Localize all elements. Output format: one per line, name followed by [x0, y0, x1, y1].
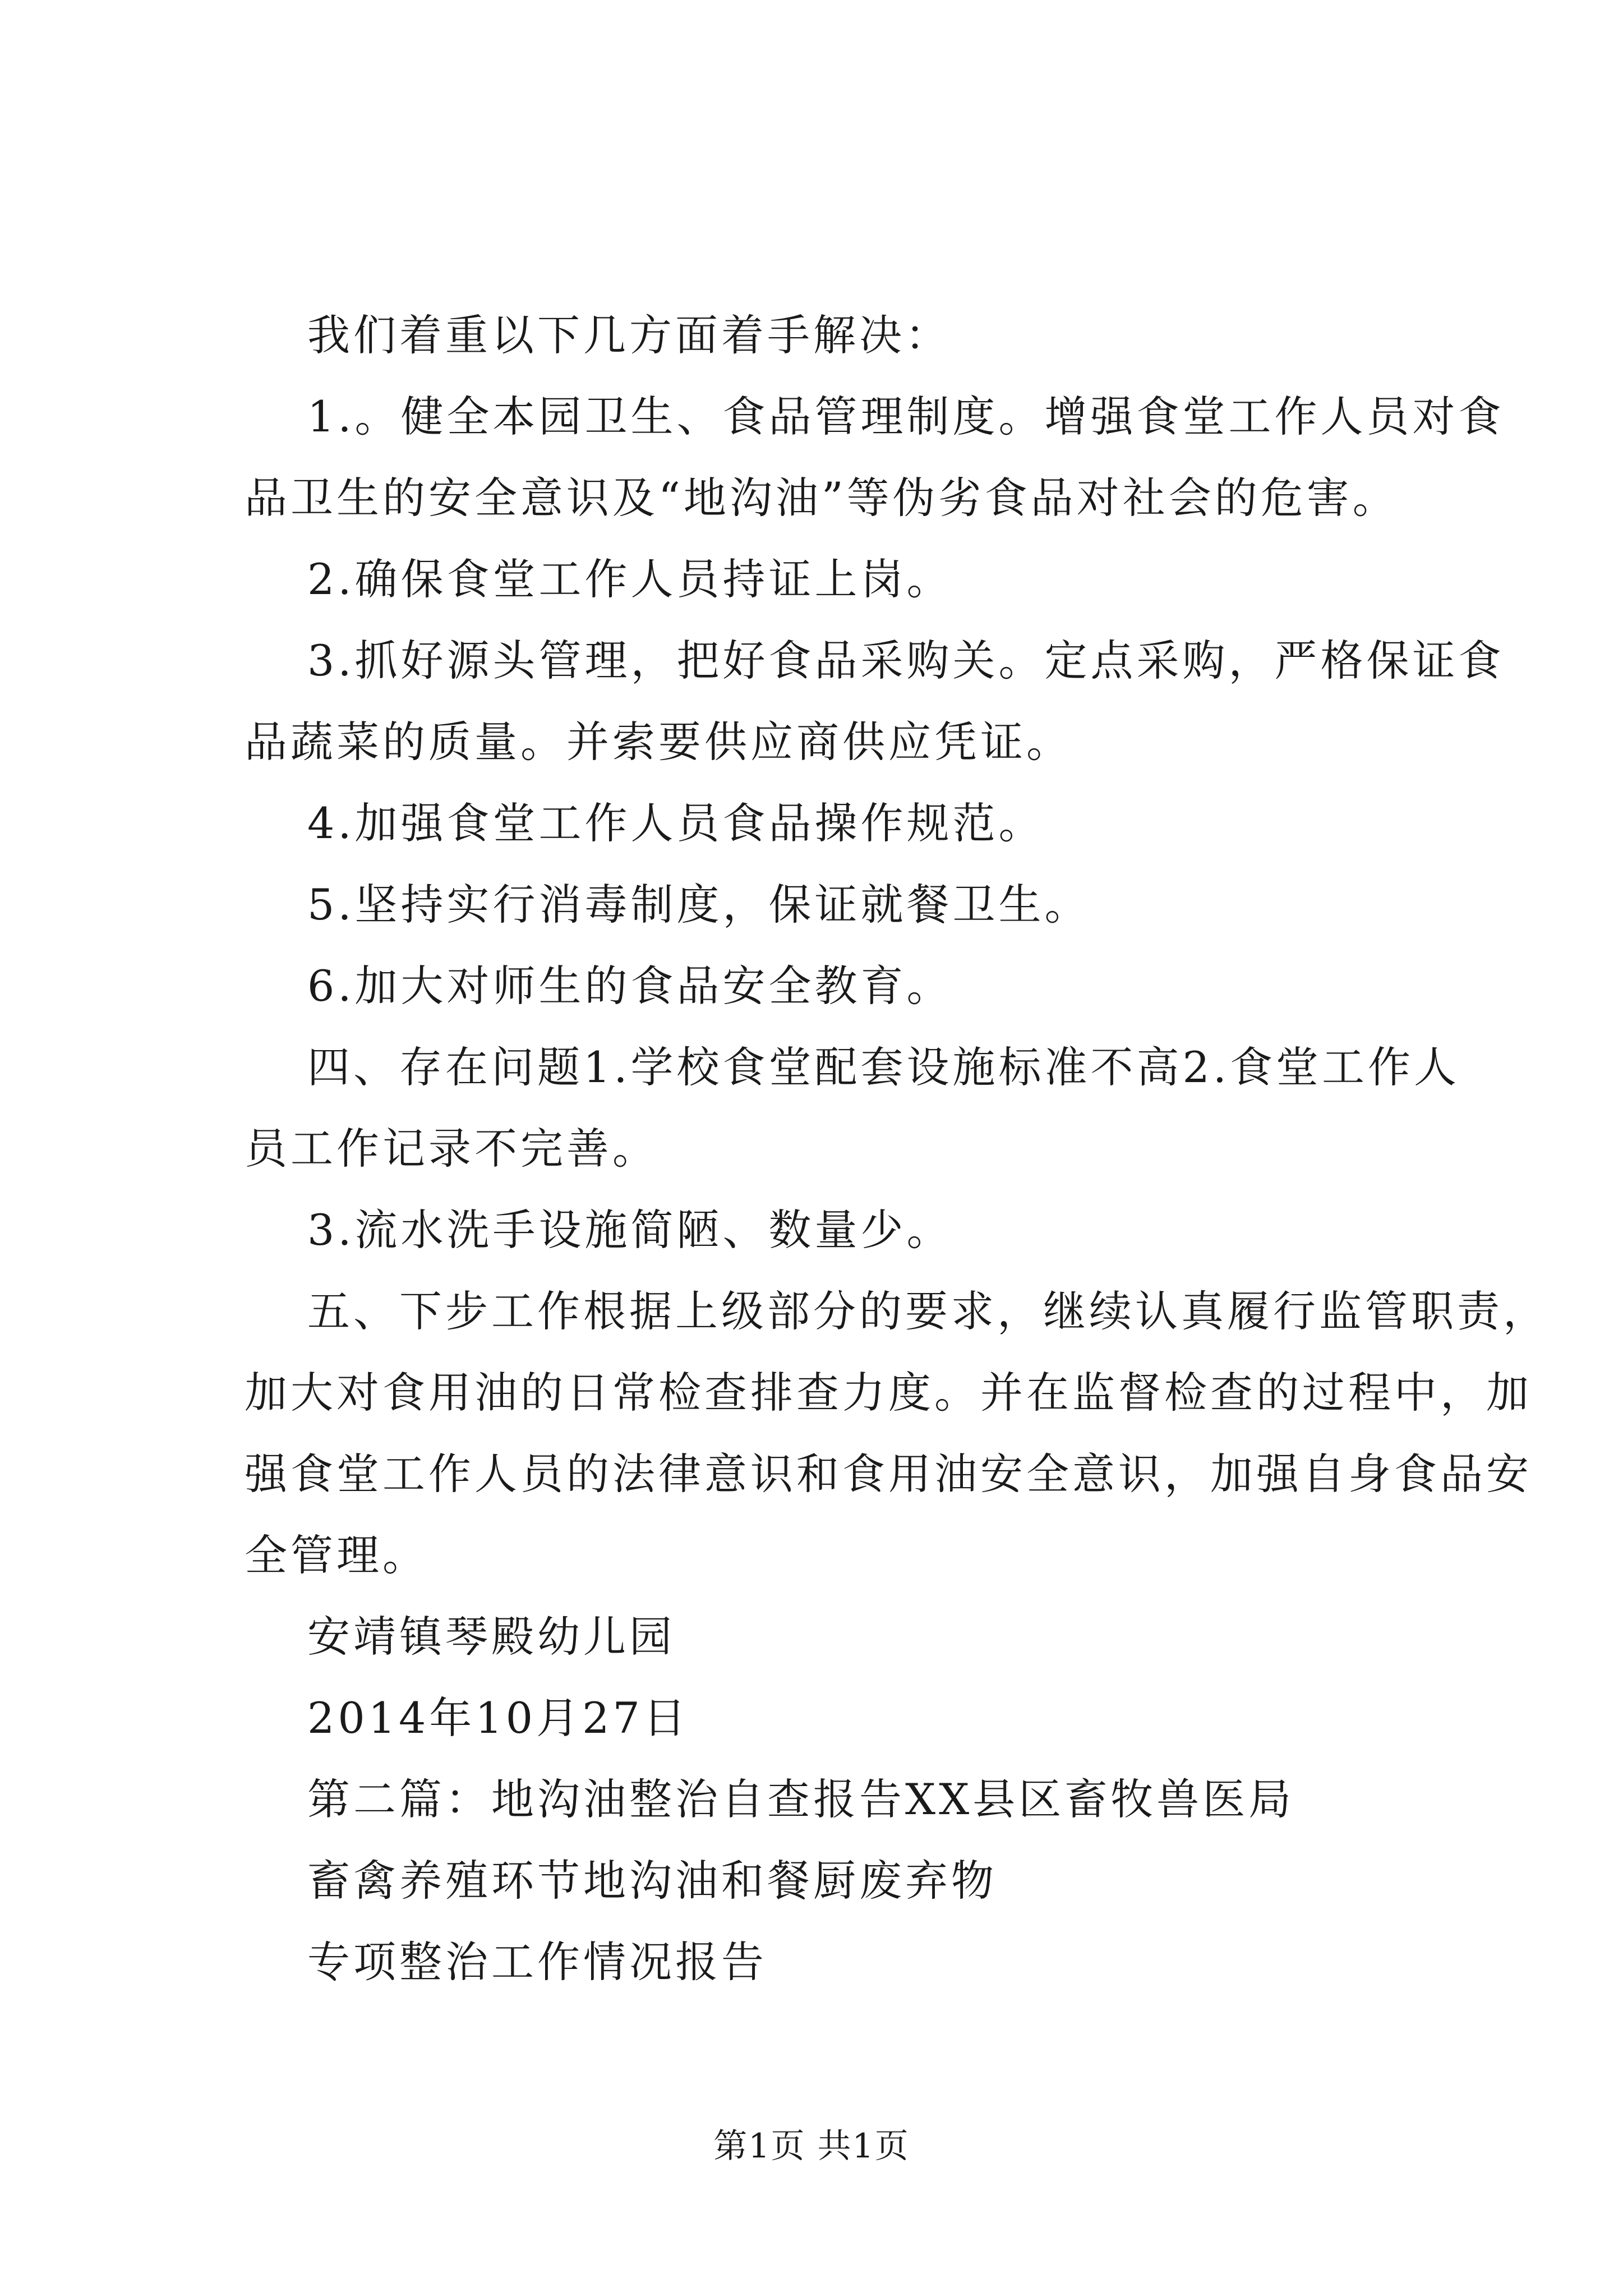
paragraph-line: 2.确保食堂工作人员持证上岗。 — [307, 554, 953, 604]
paragraph-line: 品卫生的安全意识及“地沟油”等伪劣食品对社会的危害。 — [245, 473, 1399, 523]
paragraph-line: 全管理。 — [245, 1530, 428, 1580]
page-footer: 第1页 共1页 — [713, 2127, 910, 2166]
section-heading-line: 畜禽养殖环节地沟油和餐厨废弃物 — [307, 1856, 997, 1906]
paragraph-line: 3.抓好源头管理，把好食品采购关。定点采购，严格保证食 — [307, 636, 1505, 685]
paragraph-line: 强食堂工作人员的法律意识和食用油安全意识，加强自身食品安 — [245, 1449, 1532, 1499]
paragraph-line: 加大对食用油的日常检查排查力度。并在监督检查的过程中，加 — [245, 1368, 1532, 1418]
paragraph-line: 4.加强食堂工作人员食品操作规范。 — [307, 798, 1045, 848]
signature-date: 2014年10月27日 — [307, 1693, 689, 1743]
signature-organization: 安靖镇琴殿幼儿园 — [307, 1612, 675, 1662]
paragraph-line: 五、下步工作根据上级部分的要求，继续认真履行监管职责， — [307, 1286, 1549, 1336]
section-heading-line: 专项整治工作情况报告 — [307, 1937, 767, 1987]
paragraph-line: 四、存在问题1.学校食堂配套设施标准不高2.食堂工作人 — [307, 1042, 1460, 1092]
paragraph-line: 1.。健全本园卫生、食品管理制度。增强食堂工作人员对食 — [307, 392, 1505, 441]
paragraph-line: 我们着重以下几方面着手解决： — [307, 310, 951, 360]
paragraph-line: 5.坚持实行消毒制度，保证就餐卫生。 — [307, 880, 1091, 930]
section-heading-line: 第二篇：地沟油整治自查报告XX县区畜牧兽医局 — [307, 1774, 1295, 1824]
paragraph-line: 6.加大对师生的食品安全教育。 — [307, 961, 953, 1011]
paragraph-line: 品蔬菜的质量。并索要供应商供应凭证。 — [245, 717, 1072, 767]
paragraph-line: 3.流水洗手设施简陋、数量少。 — [307, 1205, 953, 1255]
paragraph-line: 员工作记录不完善。 — [245, 1124, 658, 1174]
